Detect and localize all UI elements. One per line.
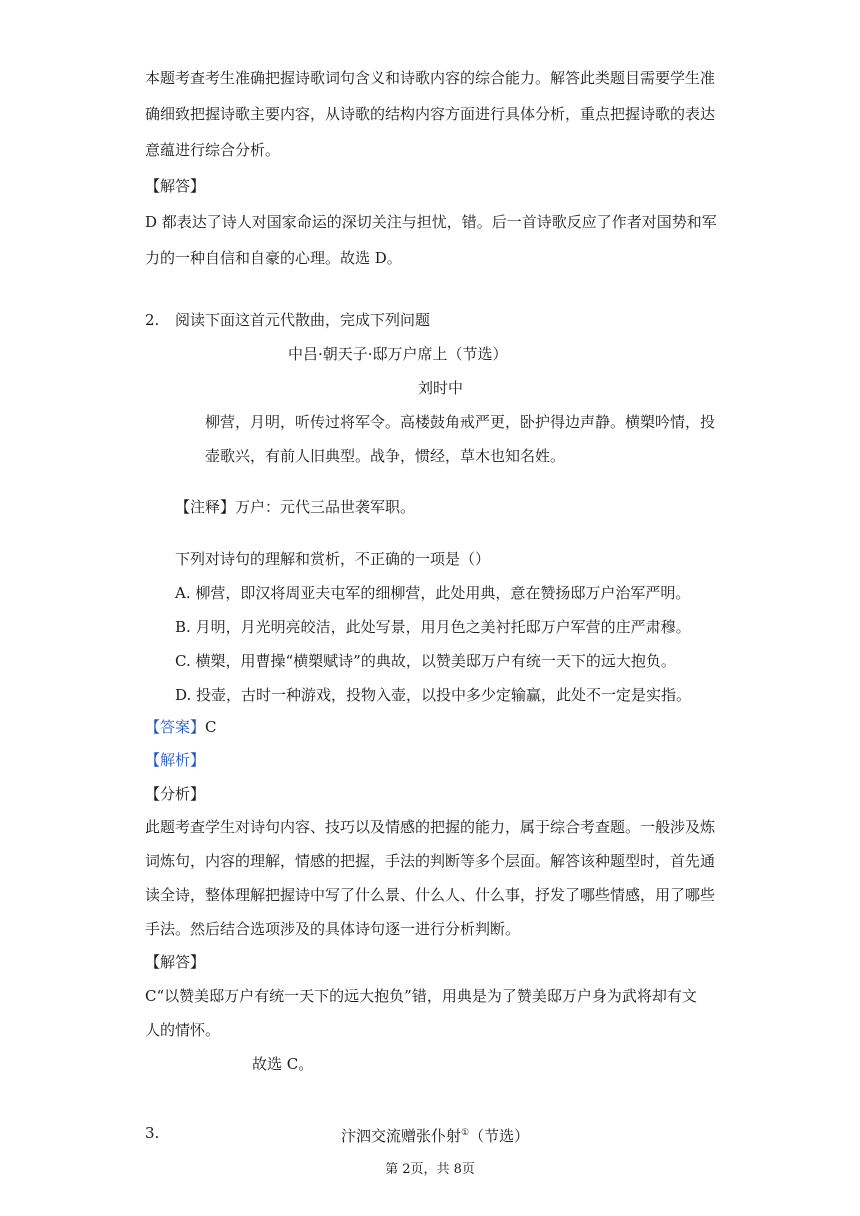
poem-title-text: 汴泗交流赠张仆射 <box>341 1127 462 1145</box>
option-letter: A. <box>175 584 191 602</box>
option-letter: C. <box>175 652 191 670</box>
solution-line: 人的情怀。 <box>145 1021 221 1039</box>
option-text: 柳营，即汉将周亚夫屯军的细柳营，此处用典，意在赞扬邸万户治军严明。 <box>195 584 691 602</box>
question-stem: 下列对诗句的理解和赏析，不正确的一项是（） <box>175 550 491 568</box>
poem-title: 中吕·朝天子·邸万户席上（节选） <box>288 345 508 363</box>
jiexi-label: 【解析】 <box>145 751 206 769</box>
conclusion: 故选 C。 <box>252 1055 314 1073</box>
analysis-line: 手法。然后结合选项涉及的具体诗句逐一进行分析判断。 <box>145 920 521 938</box>
poem-line: 壶歌兴，有前人旧典型。战争，惯经，草木也知名姓。 <box>205 447 566 465</box>
question-number: 2. <box>145 311 160 329</box>
poem-line: 柳营，月明，听传过将军令。高楼鼓角戒严更，卧护得边声静。横槊吟情，投 <box>205 413 716 431</box>
analysis-line: 确细致把握诗歌主要内容，从诗歌的结构内容方面进行具体分析，重点把握诗歌的表达 <box>145 105 716 123</box>
option-text: 横槊，用曹操“横槊赋诗”的典故，以赞美邸万户有统一天下的远大抱负。 <box>195 652 676 670</box>
analysis-line: 此题考查学生对诗句内容、技巧以及情感的把握的能力，属于综合考查题。一般涉及炼 <box>145 818 716 836</box>
analysis-line: 词炼句，内容的理解，情感的把握，手法的判断等多个层面。解答该种题型时，首先通 <box>145 852 716 870</box>
answer-heading: 【解答】 <box>145 177 206 195</box>
option-text: 投壶，古时一种游戏，投物入壶，以投中多少定输赢，此处不一定是实指。 <box>196 686 692 704</box>
answer-label: 【答案】 <box>145 718 206 736</box>
poem-note: 【注释】万户：元代三品世袭军职。 <box>175 498 416 516</box>
answer-row <box>145 717 217 737</box>
option-letter: D. <box>175 686 192 704</box>
question-prompt: 阅读下面这首元代散曲，完成下列问题 <box>175 311 431 329</box>
answer-line: 力的一种自信和自豪的心理。故选 D。 <box>145 249 402 267</box>
option-b <box>175 617 691 637</box>
answer-line: D 都表达了诗人对国家命运的深切关注与担忧，错。后一首诗歌反应了作者对国势和军 <box>145 213 717 231</box>
option-letter: B. <box>175 618 191 636</box>
poem-title <box>341 1123 529 1146</box>
option-d <box>175 685 691 705</box>
page-footer: 第 2页，共 8页 <box>385 1162 475 1177</box>
answer-value: C <box>205 718 217 736</box>
solution-heading: 【解答】 <box>145 953 206 971</box>
option-c <box>175 651 676 671</box>
question-number: 3. <box>145 1124 160 1142</box>
poem-author: 刘时中 <box>418 379 464 397</box>
solution-line: C“以赞美邸万户有统一天下的远大抱负”错，用典是为了赞美邸万户身为武将却有文 <box>145 987 697 1005</box>
option-a <box>175 583 690 603</box>
poem-title-suffix: （节选） <box>469 1127 530 1145</box>
analysis-line: 本题考查考生准确把握诗歌词句含义和诗歌内容的综合能力。解答此类题目需要学生准 <box>145 69 716 87</box>
analysis-heading: 【分析】 <box>145 785 206 803</box>
analysis-line: 意蕴进行综合分析。 <box>145 141 281 159</box>
analysis-line: 读全诗，整体理解把握诗中写了什么景、什么人、什么事，抒发了哪些情感，用了哪些 <box>145 886 716 904</box>
footnote-mark: ① <box>461 1128 470 1138</box>
option-text: 月明，月光明亮皎洁，此处写景，用月色之美衬托邸万户军营的庄严肃穆。 <box>195 618 691 636</box>
